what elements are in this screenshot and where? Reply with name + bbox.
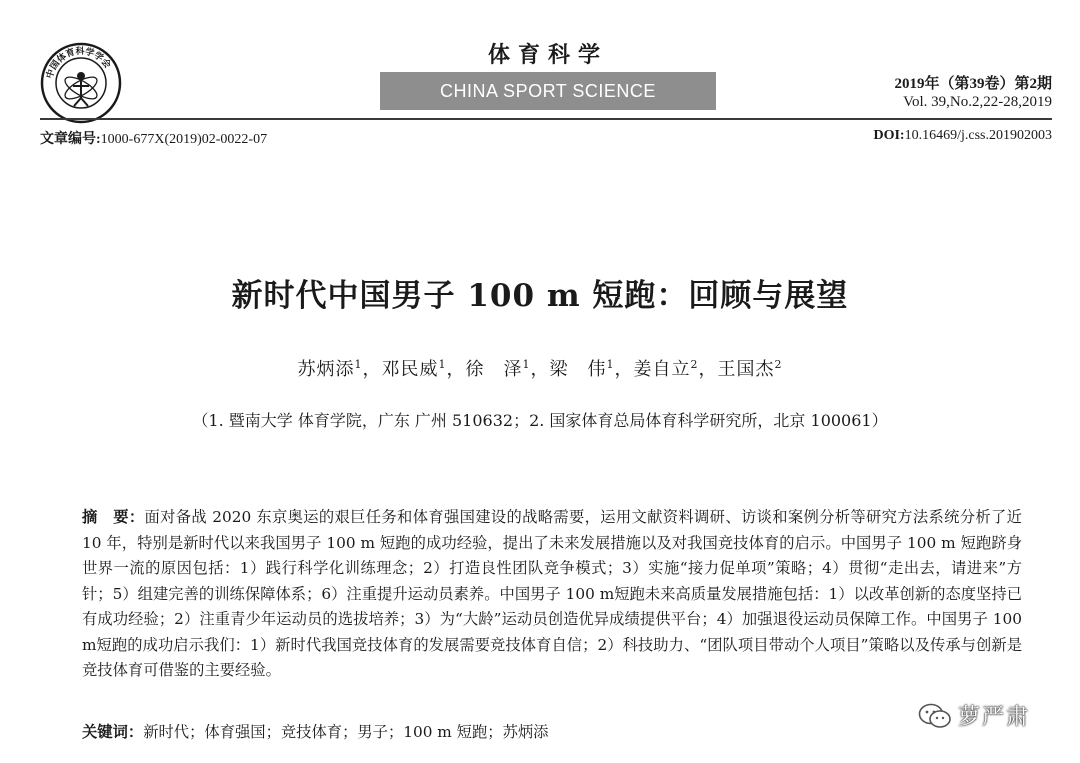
author: 徐 泽 (465, 359, 523, 380)
author-affiliation-mark: 2 (774, 358, 783, 371)
abstract (82, 505, 1022, 684)
author-affiliation-mark: 1 (354, 358, 363, 371)
author: 王国杰 (717, 359, 775, 380)
author-affiliation-mark: 1 (606, 358, 615, 371)
author-affiliation-mark: 1 (522, 358, 531, 371)
affiliations: （1. 暨南大学 体育学院，广东 广州 510632；2. 国家体育总局体育科学研究所，北京 100061） (192, 411, 888, 430)
author: 苏炳添 (297, 359, 355, 380)
watermark-text: 萝严肃 (958, 705, 1031, 730)
article-number-value: 1000-677X(2019)02-0022-07 (100, 132, 268, 147)
journal-title-cn: 体育科学 (487, 42, 608, 68)
article-number-label: 文章编号: (40, 132, 101, 147)
issue-info-cn: 2019年（第39卷）第2期 (894, 76, 1052, 92)
journal-title-en: CHINA SPORT SCIENCE (440, 80, 656, 101)
author-affiliation-mark: 1 (438, 358, 447, 371)
author: 姜自立 (633, 359, 691, 380)
doi-value: 10.16469/j.css.201902003 (904, 128, 1052, 143)
issue-info-en: Vol. 39,No.2,22-28,2019 (903, 94, 1052, 110)
doi (873, 128, 1052, 144)
author-affiliation-mark: 2 (690, 358, 699, 371)
abstract-text: 面对备战 2020 东京奥运的艰巨任务和体育强国建设的战略需要，运用文献资料调研、访谈和案例分析等研究方法系统分析了近 10 年，特别是新时代以来我国男子 100 m 短跑的成功经验，提出了未来发展措施以及对我国竞技体育的启示。中国男子 100 m 短跑跻身世界一流的原因包括：1）践行科学化训练理念；2）打造良性团队竞争模式；3）实施“接力促单项”策略；4）贯彻“走出去，请进来”方针；5）组建完善的训练保障体系；6）注重提升运动员素养。中国男子 100 m短跑未来高质量发展措施包括：1）以改革创新的态度坚持已有成功经验；2）注重青少年运动员的选拔培养；3）为“大龄”运动员创造优异成绩提供平台；4）加强退役运动员保障工作。中国男子 100 m短跑的成功启示我们：1）新时代我国竞技体育的发展需要竞技体育自信；2）科技助力、“团队项目带动个人项目”策略以及传承与创新是竞技体育可借鉴的主要经验。 (82, 508, 1022, 679)
keywords (82, 720, 1022, 742)
article-number (40, 128, 267, 148)
journal-title-banner (380, 72, 716, 110)
header-rule (40, 118, 1052, 120)
author: 梁 伟 (549, 359, 607, 380)
journal-logo (40, 42, 122, 124)
author: 邓民威 (381, 359, 439, 380)
watermark (918, 700, 1030, 731)
keywords-text: 新时代；体育强国；竞技体育；男子；100 m 短跑；苏炳添 (143, 723, 549, 741)
abstract-label: 摘 要： (82, 508, 145, 526)
author-list: 苏炳添$^1$，邓民威$^1$，徐 泽$^1$，梁 伟$^1$，姜自立$^2$，王国杰$^2$ (297, 358, 783, 380)
keywords-label: 关键词： (82, 723, 144, 741)
wechat-icon (918, 702, 952, 730)
logo-text: 中国体育科学学会 (45, 46, 113, 80)
doi-label: DOI: (873, 128, 905, 143)
paper-title: 新时代中国男子 100 m 短跑：回顾与展望 (231, 278, 849, 314)
